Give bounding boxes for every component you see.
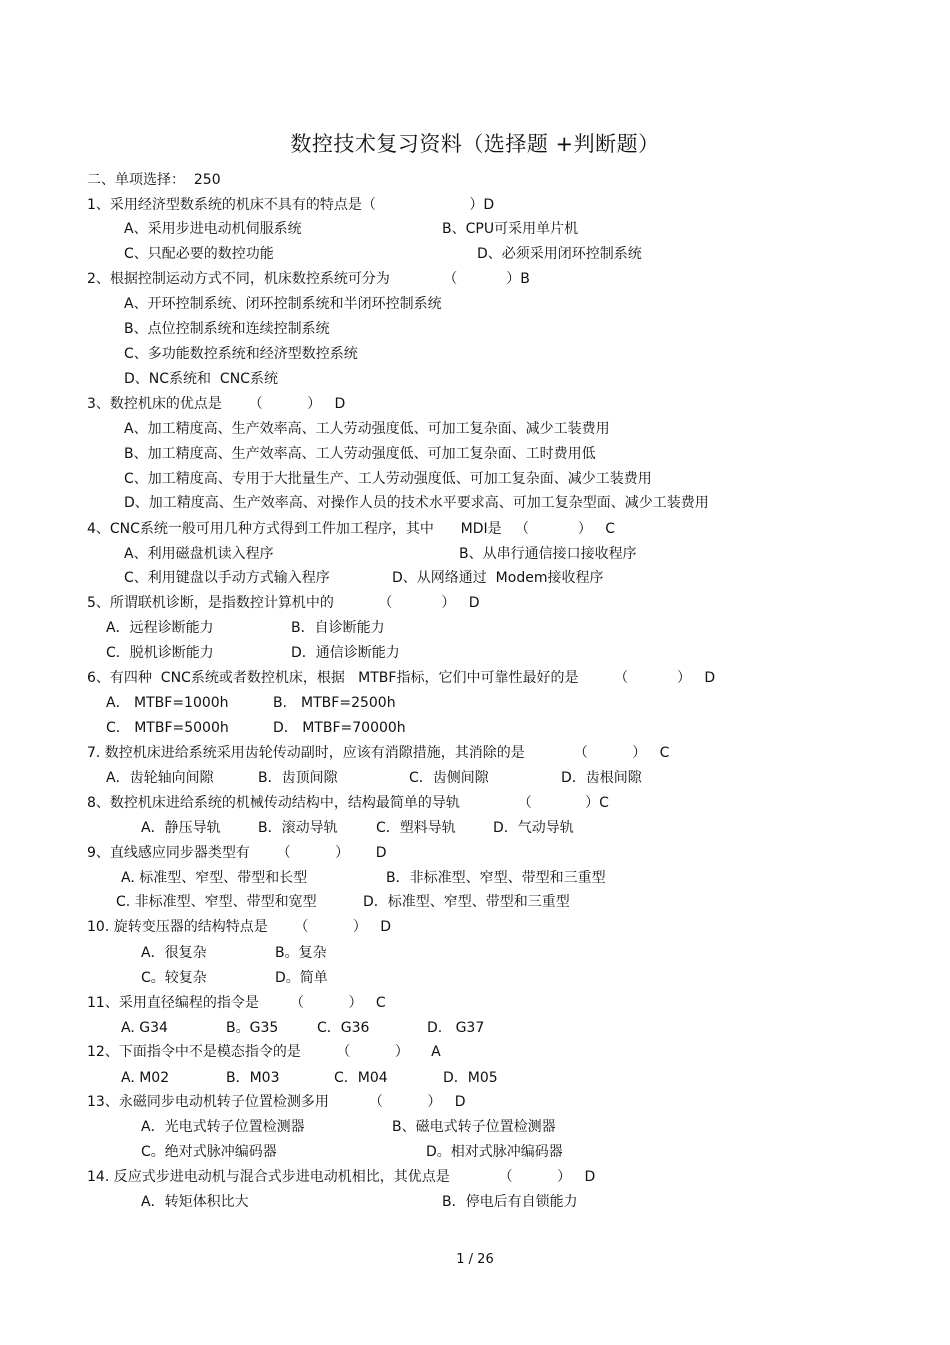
question-12-option-d: D．M05 [443, 1070, 498, 1086]
question-7-option-d: D．齿根间隙 [561, 770, 642, 786]
question-9-option-d: D．标准型、窄型、带型和三重型 [363, 894, 570, 910]
question-14-stem: 14. 反应式步进电动机与混合式步进电动机相比，其优点是 （ ） D [87, 1169, 596, 1185]
question-6-option-d: D． MTBF=70000h [273, 720, 406, 736]
question-8-stem: 8、数控机床进给系统的机械传动结构中，结构最简单的导轨 （ ）C [87, 795, 609, 811]
document-title: 数控技术复习资料（选择题 +判断题） [290, 132, 660, 156]
question-3-option-c: C、加工精度高、专用于大批量生产、工人劳动强度低、可加工复杂面、减少工装费用 [124, 471, 652, 487]
question-4-option-c: C、利用键盘以手动方式输入程序 [124, 570, 330, 586]
question-14-option-a: A．转矩体积比大 [141, 1194, 249, 1210]
question-9-option-a: A. 标准型、窄型、带型和长型 [121, 870, 308, 886]
question-7-option-a: A．齿轮轴向间隙 [106, 770, 214, 786]
question-8-option-d: D．气动导轨 [493, 820, 574, 836]
question-11-stem: 11、采用直径编程的指令是 （ ） C [87, 995, 386, 1011]
question-12-option-a: A. M02 [121, 1070, 170, 1086]
question-12-option-b: B．M03 [226, 1070, 280, 1086]
question-10-option-c: C。较复杂 [141, 970, 207, 986]
question-7-stem: 7. 数控机床进给系统采用齿轮传动副时，应该有消隙措施，其消除的是 （ ） C [87, 745, 670, 761]
question-9-option-b: B．非标准型、窄型、带型和三重型 [386, 870, 606, 886]
question-6-option-a: A． MTBF=1000h [106, 695, 229, 711]
question-5-option-d: D．通信诊断能力 [291, 645, 400, 661]
question-4-stem: 4、CNC系统一般可用几种方式得到工件加工程序，其中 MDI是 （ ） C [87, 521, 616, 537]
question-6-option-c: C． MTBF=5000h [106, 720, 229, 736]
question-9-stem: 9、直线感应同步器类型有 （ ） D [87, 845, 387, 861]
question-3-option-d: D、加工精度高、生产效率高、对操作人员的技术水平要求高、可加工复杂型面、减少工装费用 [124, 495, 709, 511]
question-8-option-c: C．塑料导轨 [376, 820, 456, 836]
question-6-option-b: B． MTBF=2500h [273, 695, 396, 711]
question-11-option-d: D. G37 [427, 1020, 485, 1036]
question-3-option-a: A、加工精度高、生产效率高、工人劳动强度低、可加工复杂面、减少工装费用 [124, 421, 610, 437]
question-3-stem: 3、数控机床的优点是 （ ） D [87, 396, 346, 412]
page-number: 1 / 26 [456, 1252, 494, 1267]
question-5-option-c: C．脱机诊断能力 [106, 645, 214, 661]
question-13-option-b: B、磁电式转子位置检测器 [392, 1119, 556, 1135]
question-12-stem: 12、下面指令中不是模态指令的是 （ ） A [87, 1044, 441, 1060]
question-13-option-d: D。相对式脉冲编码器 [426, 1144, 563, 1160]
question-3-option-b: B、加工精度高、生产效率高、工人劳动强度低、可加工复杂面、工时费用低 [124, 446, 596, 462]
question-8-option-a: A．静压导轨 [141, 820, 221, 836]
question-5-option-b: B．自诊断能力 [291, 620, 385, 636]
question-13-stem: 13、永磁同步电动机转子位置检测多用 （ ） D [87, 1094, 466, 1110]
question-7-option-c: C．齿侧间隙 [409, 770, 489, 786]
question-2-option-b: B、点位控制系统和连续控制系统 [124, 321, 330, 337]
question-1-stem: 1、采用经济型数系统的机床不具有的特点是（ ）D [87, 197, 495, 213]
question-4-option-b: B、从串行通信接口接收程序 [459, 546, 637, 562]
question-10-option-d: D。简单 [275, 970, 328, 986]
question-5-stem: 5、所谓联机诊断，是指数控计算机中的 （ ） D [87, 595, 480, 611]
question-2-option-a: A、开环控制系统、闭环控制系统和半闭环控制系统 [124, 296, 442, 312]
question-14-option-b: B．停电后有自锁能力 [442, 1194, 578, 1210]
question-2-stem: 2、根据控制运动方式不同，机床数控系统可分为 （ ）B [87, 271, 530, 287]
question-8-option-b: B．滚动导轨 [258, 820, 338, 836]
question-10-stem: 10. 旋转变压器的结构特点是 （ ） D [87, 919, 392, 935]
question-11-option-a: A. G34 [121, 1020, 168, 1036]
question-13-option-a: A．光电式转子位置检测器 [141, 1119, 305, 1135]
question-4-option-a: A、利用磁盘机读入程序 [124, 546, 274, 562]
question-12-option-c: C．M04 [334, 1070, 388, 1086]
question-2-option-d: D、NC系统和 CNC系统 [124, 371, 278, 387]
question-1-option-d: D、必须采用闭环控制系统 [477, 246, 642, 262]
question-9-option-c: C. 非标准型、窄型、带型和宽型 [116, 894, 317, 910]
question-5-option-a: A．远程诊断能力 [106, 620, 214, 636]
question-1-option-a: A、采用步进电动机伺服系统 [124, 221, 302, 237]
question-1-option-c: C、只配必要的数控功能 [124, 246, 274, 262]
question-11-option-b: B。G35 [226, 1020, 279, 1036]
question-6-stem: 6、有四种 CNC系统或者数控机床，根据 MTBF指标，它们中可靠性最好的是 （ ） D [87, 670, 716, 686]
question-4-option-d: D、从网络通过 Modem接收程序 [392, 570, 604, 586]
question-13-option-c: C。绝对式脉冲编码器 [141, 1144, 277, 1160]
section-heading: 二、单项选择： 250 [87, 172, 221, 188]
question-10-option-b: B。复杂 [275, 945, 327, 961]
question-2-option-c: C、多功能数控系统和经济型数控系统 [124, 346, 358, 362]
question-7-option-b: B．齿顶间隙 [258, 770, 338, 786]
question-11-option-c: C．G36 [317, 1020, 370, 1036]
question-1-option-b: B、CPU可采用单片机 [442, 221, 579, 237]
question-10-option-a: A．很复杂 [141, 945, 207, 961]
